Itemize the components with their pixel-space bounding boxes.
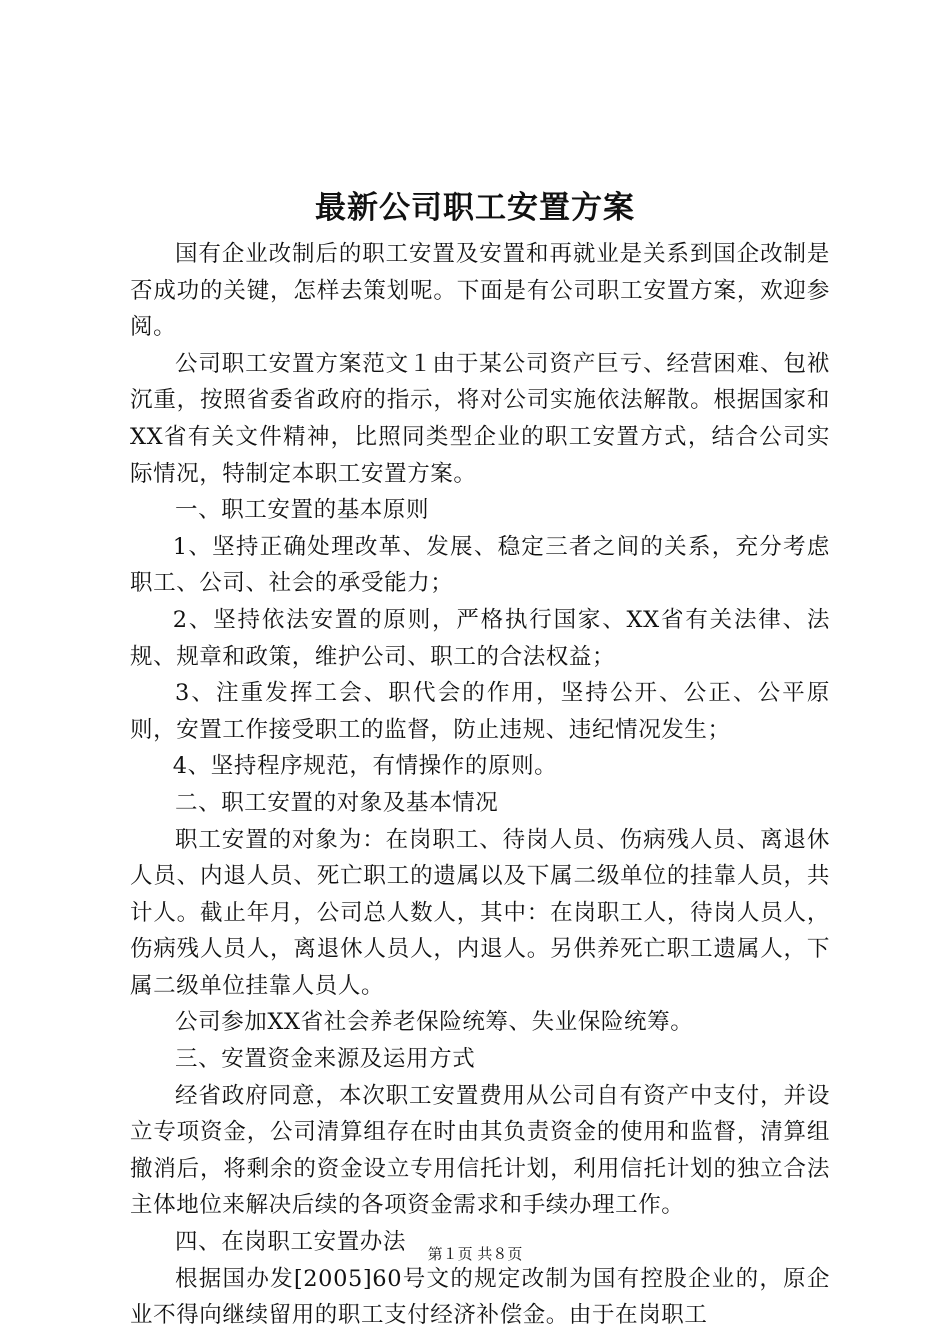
section-heading-on-duty: 四、在岗职工安置办法 [175, 1229, 407, 1256]
principle-item-1: 1、坚持正确处理改革、发展、稳定三者之间的关系，充分考虑职工、公司、社会的承受能力； [130, 533, 830, 597]
paragraph-intro: 国有企业改制后的职工安置及安置和再就业是关系到国企改制是否成功的关键，怎样去策划呢。下面是有公司职工安置方案，欢迎参阅。 [130, 241, 830, 341]
document-body [130, 236, 830, 1334]
paragraph-sample-1: 公司职工安置方案范文１由于某公司资产巨亏、经营困难、包袱沉重，按照省委省政府的指示，将对公司实施依法解散。根据国家和XX省有关文件精神，比照同类型企业的职工安置方式，结合公司实际情况，特制定本职工安置方案。 [130, 350, 830, 487]
document-title: 最新公司职工安置方案 [315, 190, 635, 226]
section-heading-targets: 二、职工安置的对象及基本情况 [175, 789, 499, 816]
section-heading-funds: 三、安置资金来源及运用方式 [175, 1046, 476, 1073]
principle-item-3: 3、注重发挥工会、职代会的作用，坚持公开、公正、公平原则，安置工作接受职工的监督，防止违规、违纪情况发生； [130, 680, 830, 743]
paragraph-on-duty: 根据国办发[2005]60号文的规定改制为国有控股企业的，原企业不得向继续留用的职工支付经济补偿金。由于在岗职工 [130, 1265, 830, 1329]
paragraph-funds: 经省政府同意，本次职工安置费用从公司自有资产中支付，并设立专项资金，公司清算组存在时由其负责资金的使用和监督，清算组撤消后，将剩余的资金设立专用信托计划，利用信托计划的独立合法主体地位来解决后续的各项资金需求和手续办理工作。 [130, 1082, 830, 1219]
principle-item-2: 2、坚持依法安置的原则，严格执行国家、XX省有关法律、法规、规章和政策，维护公司、职工的合法权益； [130, 606, 830, 670]
section-heading-principles: 一、职工安置的基本原则 [175, 497, 430, 524]
principle-item-4: 4、坚持程序规范，有情操作的原则。 [172, 753, 558, 780]
page-footer: 第１页 共８页 [427, 1245, 523, 1263]
paragraph-targets: 职工安置的对象为：在岗职工、待岗人员、伤病残人员、离退休人员、内退人员、死亡职工的遗属以及下属二级单位的挂靠人员，共计人。截止年月，公司总人数人，其中：在岗职工人，待岗人员人，伤病残人员人，离退休人员人，内退人。另供养死亡职工遗属人，下属二级单位挂靠人员人。 [130, 826, 830, 999]
paragraph-insurance: 公司参加XX省社会养老保险统筹、失业保险统筹。 [175, 1009, 694, 1036]
